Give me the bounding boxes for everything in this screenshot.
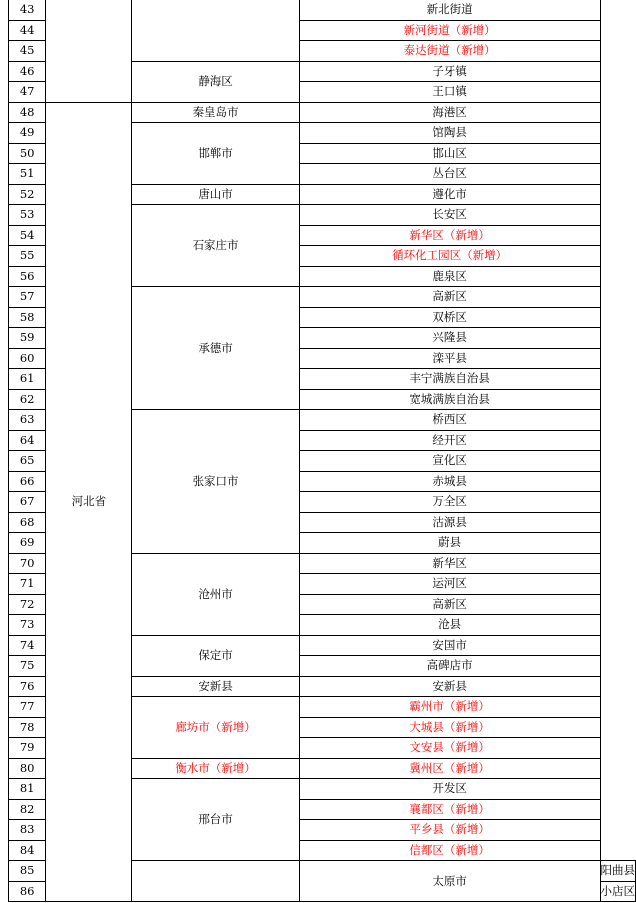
city-cell: 廊坊市（新增） <box>132 697 299 759</box>
district-cell: 霸州市（新增） <box>299 697 600 718</box>
row-number: 46 <box>9 61 46 82</box>
row-number: 80 <box>9 758 46 779</box>
row-number: 61 <box>9 369 46 390</box>
city-cell-continued <box>132 0 299 61</box>
row-number: 48 <box>9 102 46 123</box>
city-cell: 张家口市 <box>132 410 299 554</box>
district-cell: 双桥区 <box>299 307 600 328</box>
district-cell: 遵化市 <box>299 184 600 205</box>
district-cell: 邯山区 <box>299 143 600 164</box>
row-number: 74 <box>9 635 46 656</box>
district-cell: 馆陶县 <box>299 123 600 144</box>
city-cell: 唐山市 <box>132 184 299 205</box>
table-row <box>9 0 636 20</box>
row-number: 49 <box>9 123 46 144</box>
district-cell: 蔚县 <box>299 533 600 554</box>
row-number: 51 <box>9 164 46 185</box>
district-cell: 王口镇 <box>299 82 600 103</box>
province-cell-continued <box>46 0 132 102</box>
row-number: 54 <box>9 225 46 246</box>
row-number: 45 <box>9 41 46 62</box>
district-cell: 鹿泉区 <box>299 266 600 287</box>
row-number: 64 <box>9 430 46 451</box>
district-cell: 丰宁满族自治县 <box>299 369 600 390</box>
district-cell: 阳曲县 <box>600 861 636 882</box>
district-cell: 沽源县 <box>299 512 600 533</box>
row-number: 60 <box>9 348 46 369</box>
district-cell: 宣化区 <box>299 451 600 472</box>
district-cell: 万全区 <box>299 492 600 513</box>
district-cell: 大城县（新增） <box>299 717 600 738</box>
table-row <box>9 102 636 123</box>
row-number: 76 <box>9 676 46 697</box>
city-cell: 秦皇岛市 <box>132 102 299 123</box>
city-cell: 沧州市 <box>132 553 299 635</box>
district-cell: 桥西区 <box>299 410 600 431</box>
row-number: 78 <box>9 717 46 738</box>
row-number: 71 <box>9 574 46 595</box>
row-number: 81 <box>9 779 46 800</box>
table-body <box>9 0 636 902</box>
district-cell: 新河街道（新增） <box>299 20 600 41</box>
row-number: 58 <box>9 307 46 328</box>
city-cell: 静海区 <box>132 61 299 102</box>
row-number: 79 <box>9 738 46 759</box>
row-number: 57 <box>9 287 46 308</box>
district-cell: 运河区 <box>299 574 600 595</box>
district-cell: 开发区 <box>299 779 600 800</box>
row-number: 68 <box>9 512 46 533</box>
row-number: 65 <box>9 451 46 472</box>
district-cell: 丛台区 <box>299 164 600 185</box>
row-number: 70 <box>9 553 46 574</box>
district-cell: 兴隆县 <box>299 328 600 349</box>
district-cell: 新华区 <box>299 553 600 574</box>
district-cell: 信都区（新增） <box>299 840 600 861</box>
row-number: 62 <box>9 389 46 410</box>
city-cell: 邯郸市 <box>132 123 299 185</box>
row-number: 53 <box>9 205 46 226</box>
row-number: 75 <box>9 656 46 677</box>
row-number: 43 <box>9 0 46 20</box>
province-cell: 河北省 <box>46 102 132 902</box>
district-cell: 平乡县（新增） <box>299 820 600 841</box>
province-cell <box>132 861 299 902</box>
row-number: 73 <box>9 615 46 636</box>
row-number: 84 <box>9 840 46 861</box>
district-cell: 安新县 <box>299 676 600 697</box>
district-cell: 高碑店市 <box>299 656 600 677</box>
row-number: 55 <box>9 246 46 267</box>
district-cell: 子牙镇 <box>299 61 600 82</box>
district-cell: 宽城满族自治县 <box>299 389 600 410</box>
district-cell: 高新区 <box>299 594 600 615</box>
district-cell: 冀州区（新增） <box>299 758 600 779</box>
city-cell: 太原市 <box>299 861 600 902</box>
district-cell: 循环化工园区（新增） <box>299 246 600 267</box>
district-cell: 长安区 <box>299 205 600 226</box>
row-number: 72 <box>9 594 46 615</box>
district-cell: 高新区 <box>299 287 600 308</box>
city-cell: 邢台市 <box>132 779 299 861</box>
district-cell: 新北街道 <box>299 0 600 20</box>
row-number: 63 <box>9 410 46 431</box>
row-number: 52 <box>9 184 46 205</box>
city-cell: 保定市 <box>132 635 299 676</box>
row-number: 85 <box>9 861 46 882</box>
district-cell: 小店区 <box>600 881 636 902</box>
row-number: 77 <box>9 697 46 718</box>
district-cell: 海港区 <box>299 102 600 123</box>
row-number: 47 <box>9 82 46 103</box>
row-number: 59 <box>9 328 46 349</box>
district-cell: 文安县（新增） <box>299 738 600 759</box>
row-number: 67 <box>9 492 46 513</box>
district-cell: 襄都区（新增） <box>299 799 600 820</box>
row-number: 56 <box>9 266 46 287</box>
row-number: 44 <box>9 20 46 41</box>
row-number: 83 <box>9 820 46 841</box>
district-cell: 沧县 <box>299 615 600 636</box>
district-cell: 赤城县 <box>299 471 600 492</box>
district-cell: 泰达街道（新增） <box>299 41 600 62</box>
row-number: 50 <box>9 143 46 164</box>
row-number: 66 <box>9 471 46 492</box>
row-number: 69 <box>9 533 46 554</box>
city-cell: 衡水市（新增） <box>132 758 299 779</box>
city-cell: 石家庄市 <box>132 205 299 287</box>
district-cell: 新华区（新增） <box>299 225 600 246</box>
data-table <box>8 0 636 902</box>
district-cell: 经开区 <box>299 430 600 451</box>
city-cell: 安新县 <box>132 676 299 697</box>
row-number: 82 <box>9 799 46 820</box>
district-cell: 滦平县 <box>299 348 600 369</box>
district-cell: 安国市 <box>299 635 600 656</box>
city-cell: 承德市 <box>132 287 299 410</box>
row-number: 86 <box>9 881 46 902</box>
